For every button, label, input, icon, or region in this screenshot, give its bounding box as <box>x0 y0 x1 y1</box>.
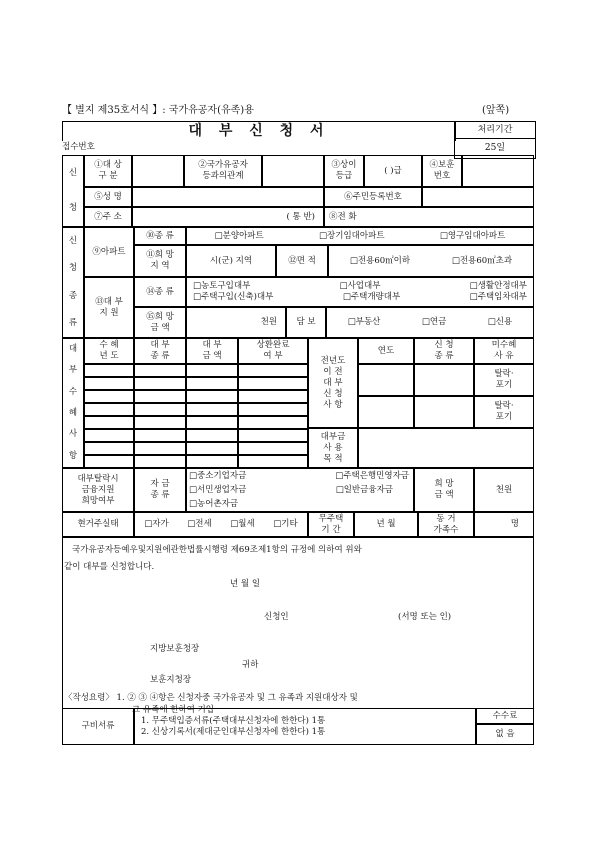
loan-usage-label: 대부금 사 용 목 적 <box>308 428 358 468</box>
option-sme-fund[interactable]: □중소기업자금 <box>189 470 247 481</box>
prev-year-cell[interactable] <box>358 396 414 428</box>
no-house-period-label: 무주택 기 간 <box>308 512 354 537</box>
instructions-line-2: 그 유족에 한하여 기입 <box>132 705 215 715</box>
previous-application-label: 전년도 이 전 대 부 신 청 사 항 <box>308 338 358 428</box>
history-cell[interactable] <box>186 377 238 390</box>
fund-kind-row-3 <box>187 499 413 510</box>
apartment-kind-label: ⑩종 류 <box>134 227 186 245</box>
history-header-repaid: 상환완료 여 부 <box>238 338 308 364</box>
fund-kind-row-2 <box>187 485 413 496</box>
history-section-label <box>62 338 84 468</box>
history-cell[interactable] <box>134 377 186 390</box>
fee-value: 없 음 <box>476 724 534 745</box>
loan-type-section-char-4: 류 <box>68 317 78 328</box>
option-real-estate[interactable]: □부동산 <box>347 317 381 327</box>
history-cell[interactable] <box>84 455 134 468</box>
applicant-section-char-2: 청 <box>68 203 78 213</box>
history-cell[interactable] <box>186 403 238 416</box>
history-cell[interactable] <box>238 390 308 403</box>
veterans-number-field[interactable] <box>462 155 534 187</box>
fund-kind-row-1 <box>187 471 413 482</box>
signature-field[interactable]: (서명 또는 인) <box>398 612 452 622</box>
history-cell[interactable] <box>186 364 238 377</box>
history-cell[interactable] <box>84 442 134 455</box>
history-cell[interactable] <box>186 390 238 403</box>
form-grid <box>62 155 534 777</box>
apartment-label: ⑨아파트 <box>84 227 134 277</box>
injury-grade-field[interactable]: ( )급 <box>364 155 422 187</box>
applicant-section-label <box>62 155 84 227</box>
history-section-char-6: 항 <box>68 450 78 461</box>
prev-header-reason: 미수혜 사 유 <box>474 338 534 364</box>
history-cell[interactable] <box>134 416 186 429</box>
recipient-line-2: 보훈지청장 <box>150 675 192 685</box>
history-section-char-3: 수 <box>68 386 78 397</box>
option-house-lease-loan[interactable]: □주택임차대부 <box>469 292 527 302</box>
processing-period-label: 처리기간 <box>455 122 535 139</box>
collateral-options <box>326 307 534 338</box>
form-title: 대 부 신 청 서 <box>62 121 456 141</box>
resident-number-label: ⑥주민등록번호 <box>324 187 422 207</box>
recipient-line-1: 지방보훈청장 <box>150 644 200 654</box>
history-cell[interactable] <box>84 429 134 442</box>
loan-type-section-char-2: 청 <box>68 263 78 274</box>
history-cell[interactable] <box>238 377 308 390</box>
city-area-field[interactable]: 시(군) 지역 <box>186 245 276 277</box>
applicant-section-char-1: 신 <box>68 168 78 178</box>
recipient-honorific: 귀하 <box>242 660 259 670</box>
loan-type-section-label <box>62 227 84 338</box>
option-jeonse[interactable]: □전세 <box>187 519 212 529</box>
option-long-term-rental-apartment[interactable]: □장기임대아파트 <box>319 230 385 241</box>
size-options <box>328 245 534 277</box>
residence-label: 현거주실태 <box>62 512 134 537</box>
history-cell[interactable] <box>186 416 238 429</box>
option-housing-bank-fund[interactable]: □주택은행민영자금 <box>335 470 409 481</box>
fund-kind-label: 자 금 종 류 <box>134 468 186 512</box>
history-header-amount: 대 부 금 액 <box>186 338 238 364</box>
applicant-signature-label: 신청인 <box>264 612 289 622</box>
residence-options <box>134 512 308 537</box>
option-permanent-rental-apartment[interactable]: □영구임대아파트 <box>439 230 506 241</box>
address-field[interactable]: ( 통 반) <box>132 207 324 227</box>
history-cell[interactable] <box>84 416 134 429</box>
name-field[interactable] <box>132 187 324 207</box>
option-house-improvement-loan[interactable]: □주택개량대부 <box>342 292 401 302</box>
address-label: ⑦주 소 <box>84 207 132 227</box>
history-section-char-1: 대 <box>68 344 78 355</box>
option-credit[interactable]: □신용 <box>487 317 513 327</box>
fund-kind-options <box>186 468 414 512</box>
target-category-label: ①대 상 구 분 <box>84 155 132 187</box>
prev-header-year: 연도 <box>358 338 414 364</box>
prev-kind-cell[interactable] <box>414 364 474 396</box>
declaration-text-1: 국가유공자등예우및지원에관한법률시행령 제69조제1항의 규정에 의하여 위와 <box>72 545 362 555</box>
history-cell[interactable] <box>134 364 186 377</box>
resident-number-field[interactable] <box>422 187 534 207</box>
collateral-label: 담 보 <box>286 307 326 338</box>
history-header-year: 수 혜 년 도 <box>84 338 134 364</box>
form-number: 【 별지 제35호서식 】: 국가유공자(유족)용 <box>62 105 254 116</box>
history-section-char-2: 부 <box>68 365 78 376</box>
fallback-support-label: 대부탈락시 금융지원 희망여부 <box>62 468 134 512</box>
option-livelihood-loan[interactable]: □생활안정대부 <box>469 281 527 291</box>
veterans-number-label: ④보훈 번호 <box>422 155 462 187</box>
phone-field[interactable]: ⑧전 화 <box>324 207 534 227</box>
processing-period-box <box>454 121 536 159</box>
apartment-kind-options <box>186 227 534 245</box>
history-cell[interactable] <box>238 442 308 455</box>
prev-reason-cell[interactable]: 탈락· 포기 <box>474 396 534 428</box>
loan-type-section-char-3: 종 <box>68 290 78 301</box>
option-size-over-60[interactable]: □전용60㎡초과 <box>451 255 513 266</box>
history-cell[interactable] <box>238 403 308 416</box>
option-pension[interactable]: □연금 <box>421 317 447 327</box>
option-other[interactable]: □기타 <box>273 519 298 529</box>
processing-period-value: 25일 <box>484 143 506 153</box>
desired-loan-amount-field[interactable]: 천원 <box>186 307 286 338</box>
desired-area-label: ⑪희 망 지 역 <box>134 245 186 277</box>
history-cell[interactable] <box>238 429 308 442</box>
prev-header-kind: 신 청 종 류 <box>414 338 474 364</box>
prev-year-cell[interactable] <box>358 364 414 396</box>
history-cell[interactable] <box>134 403 186 416</box>
prev-reason-cell[interactable]: 탈락· 포기 <box>474 364 534 396</box>
instructions-line-1: 〈작성요령〉 1. ② ③ ④항은 신청자중 국가유공자 및 그 유족과 지원대상자 및 <box>64 693 358 703</box>
history-cell[interactable] <box>84 390 134 403</box>
option-rural-fund[interactable]: □농어촌자금 <box>189 498 239 509</box>
history-header-kind: 대 부 종 류 <box>134 338 186 364</box>
history-cell[interactable] <box>238 364 308 377</box>
no-house-period-field[interactable]: 년 월 <box>354 512 418 537</box>
history-cell[interactable] <box>84 377 134 390</box>
history-cell[interactable] <box>134 455 186 468</box>
loan-kind-row-2 <box>187 292 533 303</box>
required-documents-list <box>134 708 476 745</box>
desired-loan-amount-label: ⑮희 망 금 액 <box>134 307 186 338</box>
receipt-number-label: 접수번호 <box>62 142 95 152</box>
relation-label: ②국가유공자 등과의관계 <box>184 155 262 187</box>
loan-kind-row-1 <box>187 281 533 292</box>
family-count-label: 동 거 가족수 <box>418 512 474 537</box>
history-cell[interactable] <box>238 416 308 429</box>
name-label: ⑤성 명 <box>84 187 132 207</box>
option-monthly-rent[interactable]: □월세 <box>230 519 255 529</box>
option-own-house[interactable]: □자가 <box>144 519 169 529</box>
history-section-char-4: 혜 <box>68 408 78 419</box>
declaration-text-2: 같이 대부를 신청합니다. <box>64 562 155 572</box>
option-sale-apartment[interactable]: □분양아파트 <box>214 230 264 241</box>
size-label: ⑫면 적 <box>276 245 328 277</box>
family-count-field[interactable]: 명 <box>474 512 534 537</box>
required-documents-label: 구비서류 <box>62 708 134 745</box>
target-category-field[interactable] <box>132 155 184 187</box>
loan-support-label: ⑬대 부 지 원 <box>84 277 134 338</box>
fallback-amount-label: 희 망 금 액 <box>414 468 474 512</box>
history-cell[interactable] <box>84 364 134 377</box>
history-section-char-5: 사 <box>68 429 78 440</box>
fallback-amount-field[interactable]: 천원 <box>474 468 534 512</box>
required-document-item: 2. 신상기록서(제대군인대부신청자에 한한다) 1통 <box>141 726 326 737</box>
loan-usage-field[interactable] <box>358 428 534 468</box>
option-general-finance-fund[interactable]: □일반금융자금 <box>335 484 393 495</box>
history-cell[interactable] <box>84 403 134 416</box>
option-house-purchase-loan[interactable]: □주택구입(신축)대부 <box>193 292 274 302</box>
history-cell[interactable] <box>186 429 238 442</box>
option-livelihood-fund[interactable]: □서민생업자금 <box>189 484 247 495</box>
history-cell[interactable] <box>134 442 186 455</box>
loan-kind-options <box>186 277 534 307</box>
history-cell[interactable] <box>186 455 238 468</box>
relation-field[interactable] <box>262 155 324 187</box>
loan-type-section-char-1: 신 <box>68 236 78 247</box>
history-cell[interactable] <box>134 429 186 442</box>
injury-grade-label: ③상이 등급 <box>324 155 364 187</box>
option-business-loan[interactable]: □사업대부 <box>339 281 381 291</box>
option-size-under-60[interactable]: □전용60㎡이하 <box>349 255 411 266</box>
history-cell[interactable] <box>134 390 186 403</box>
option-farmland-loan[interactable]: □농토구입대부 <box>193 281 251 291</box>
loan-kind-label: ⑭종 류 <box>134 277 186 307</box>
required-document-item: 1. 무주택입증서류(주택대부신청자에 한한다) 1통 <box>141 715 326 726</box>
page-side: (앞쪽) <box>482 105 510 116</box>
history-cell[interactable] <box>186 442 238 455</box>
prev-kind-cell[interactable] <box>414 396 474 428</box>
application-date[interactable]: 년 월 일 <box>230 579 261 589</box>
fee-label: 수수료 <box>476 708 534 724</box>
history-cell[interactable] <box>238 455 308 468</box>
